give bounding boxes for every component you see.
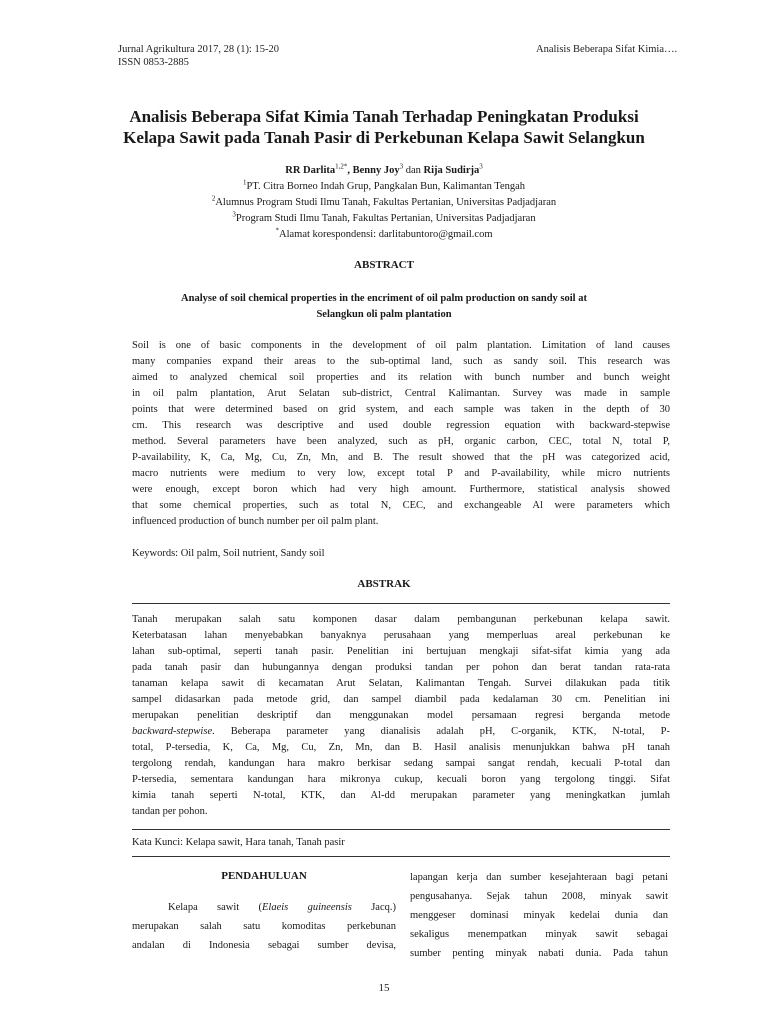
- species-name: Elaeis guineensis: [262, 902, 352, 913]
- author-conj: dan: [403, 165, 424, 176]
- abstrak-top-rule: [132, 603, 670, 604]
- affiliation-1-text: PT. Citra Borneo Indah Grup, Pangkalan Bun, Kalimantan Tengah: [246, 181, 526, 192]
- affiliation-1-marker: 1: [242, 178, 247, 187]
- abstrak-line: P-tersedia, sementara kandungan hara mikronya cukup, kecuali boron yang tergolong tinggi. Sifat: [132, 774, 670, 785]
- abstract-keywords: Keywords: Oil palm, Soil nutrient, Sandy soil: [132, 548, 325, 559]
- author-1-affil: 1,2*: [335, 162, 348, 171]
- abstrak-line-rest: . Beberapa parameter yang dianalisis adalah pH, C-organik, KTK, N-total, P-: [212, 726, 670, 737]
- abstract-line: cm. This research was descriptive and used double regression equation with backward-stepwise: [132, 420, 670, 431]
- author-list: [60, 163, 708, 178]
- abstrak-line: [132, 724, 670, 740]
- affiliation-2-marker: 2: [211, 194, 216, 203]
- paper-title-line-2: Kelapa Sawit pada Tanah Pasir di Perkebunan Kelapa Sawit Selangkun: [123, 128, 645, 147]
- body-text: Jacq.): [351, 902, 396, 913]
- abstrak-line: lahan sub-optimal, seperti tanah pasir. Penelitian ini bertujuan mengkaji sifat-sifat kimia yang ada: [132, 646, 670, 657]
- abstrak-line: Tanah merupakan salah satu komponen dasar dalam pembangunan perkebunan kelapa sawit.: [132, 614, 670, 625]
- abstrak-line: sampel didasarkan pada metode grid, dan sampel diambil pada kedalaman 30 cm. Penelitian ini: [132, 694, 670, 705]
- body-line: lapangan kerja dan sumber kesejahteraan bagi petani: [410, 872, 668, 883]
- body-line: sekaligus menempatkan minyak sawit sebagai: [410, 929, 668, 940]
- abstract-line: method. Several parameters have been analyzed, such as pH, organic carbon, CEC, total N, total P,: [132, 436, 670, 447]
- abstract-line: P-availability, K, Ca, Mg, Cu, Zn, Mn, and B. The result showed that the pH was categorized acid,: [132, 452, 670, 463]
- body-line: sumber penting minyak nabati dunia. Pada tahun: [410, 948, 668, 959]
- affiliation-1: [60, 179, 708, 194]
- abstract-line: macro nutrients were medium to very low, except total P and P-availability, while micro nutrients: [132, 468, 670, 479]
- abstrak-middle-rule: [132, 829, 670, 830]
- abstrak-heading: ABSTRAK: [357, 578, 411, 590]
- abstract-line: Soil is one of basic components in the development of oil palm plantation. Limitation of land causes: [132, 340, 670, 351]
- correspondence-marker: *: [275, 226, 279, 235]
- abstract-line: aimed to analyzed chemical soil properties and its relation with bunch number and bunch weight: [132, 372, 670, 383]
- abstract-title-line-1: Analyse of soil chemical properties in the encriment of oil palm production on sandy soil at: [181, 293, 587, 304]
- author-2-affil: 3: [399, 162, 404, 171]
- author-3-affil: 3: [479, 162, 483, 171]
- body-line: merupakan salah satu komoditas perkebunan: [132, 921, 396, 932]
- author-sep: ,: [347, 165, 353, 176]
- abstrak-keywords: Kata Kunci: Kelapa sawit, Hara tanah, Tanah pasir: [132, 837, 345, 848]
- body-line: andalan di Indonesia sebagai sumber devisa,: [132, 940, 396, 951]
- abstrak-line: tergolong rendah, kandungan hara makro berkisar sedang sampai sangat rendah, kecuali P-total dan: [132, 758, 670, 769]
- abstrak-line: tanaman kelapa sawit di kecamatan Arut Selatan, Kalimantan Tengah. Survei dilakukan pada titik: [132, 678, 670, 689]
- paper-title-line-1: Analisis Beberapa Sifat Kimia Tanah Terhadap Peningkatan Produksi: [129, 107, 639, 126]
- abstrak-line: merupakan penelitian deskriptif dan menggunakan model persamaan regresi berganda metode: [132, 710, 670, 721]
- body-text: Kelapa sawit (: [168, 902, 263, 913]
- author-3: Rija Sudirja: [423, 165, 480, 176]
- abstrak-line: pada tanah pasir dan hubungannya dengan produksi tandan per pohon dan berat tandan rata-rata: [132, 662, 670, 673]
- body-line: menggeser dominasi minyak kedelai dunia dan: [410, 910, 668, 921]
- running-title: Analisis Beberapa Sifat Kimia….: [536, 44, 678, 55]
- abstract-line: that some chemical properties, such as total N, CEC, and exchangeable Al were parameters which: [132, 500, 670, 511]
- issn: ISSN 0853-2885: [118, 57, 189, 68]
- method-name: backward-stepwise: [132, 726, 213, 737]
- page-number: 15: [378, 982, 390, 994]
- abstract-title-line-2: Selangkun oli palm plantation: [316, 309, 452, 320]
- affiliation-3: [60, 211, 708, 226]
- abstract-heading: ABSTRACT: [354, 259, 414, 271]
- abstract-line: in oil palm plantation, Arut Selatan sub-district, Central Kalimantan. Survey was made in sample: [132, 388, 670, 399]
- body-line: pengusahanya. Sejak tahun 2008, minyak sawit: [410, 891, 668, 902]
- affiliation-3-text: Program Studi Ilmu Tanah, Fakultas Pertanian, Universitas Padjadjaran: [235, 213, 536, 224]
- abstract-line: many companies expand their areas to the sub-optimal land, such as sandy soil. This research was: [132, 356, 670, 367]
- author-1: RR Darlita: [285, 165, 336, 176]
- abstrak-line: kimia tanah seperti N-total, KTK, dan Al-dd merupakan parameter yang meningkatkan jumlah: [132, 790, 670, 801]
- section-heading-pendahuluan: PENDAHULUAN: [221, 870, 307, 882]
- abstrak-line: total, P-tersedia, K, Ca, Mg, Cu, Zn, Mn, dan B. Hasil analisis menunjukkan bahwa pH tanah: [132, 742, 670, 753]
- abstract-line: influenced production of bunch number per oil palm plant.: [132, 516, 379, 527]
- abstrak-line: Keterbatasan lahan menyebabkan banyaknya perusahaan yang memperluas areal perkebunan ke: [132, 630, 670, 641]
- affiliation-2-text: Alumnus Program Studi Ilmu Tanah, Fakultas Pertanian, Universitas Padjadjaran: [215, 197, 557, 208]
- abstract-line: were enough, except boron which had very high amount. Furthermore, statistical analysis showed: [132, 484, 670, 495]
- abstract-line: points that were determined based on grid system, and each sample was taken in the depth of 30: [132, 404, 670, 415]
- journal-citation: Jurnal Agrikultura 2017, 28 (1): 15-20: [118, 44, 279, 55]
- correspondence-text: Alamat korespondensi: darlitabuntoro@gmail.com: [279, 229, 493, 240]
- affiliation-2: [60, 195, 708, 210]
- author-2: Benny Joy: [352, 165, 400, 176]
- affiliation-3-marker: 3: [232, 210, 236, 219]
- abstrak-line: tandan per pohon.: [132, 806, 208, 817]
- abstrak-bottom-rule: [132, 856, 670, 857]
- correspondence: [60, 227, 708, 242]
- body-line: [168, 898, 396, 917]
